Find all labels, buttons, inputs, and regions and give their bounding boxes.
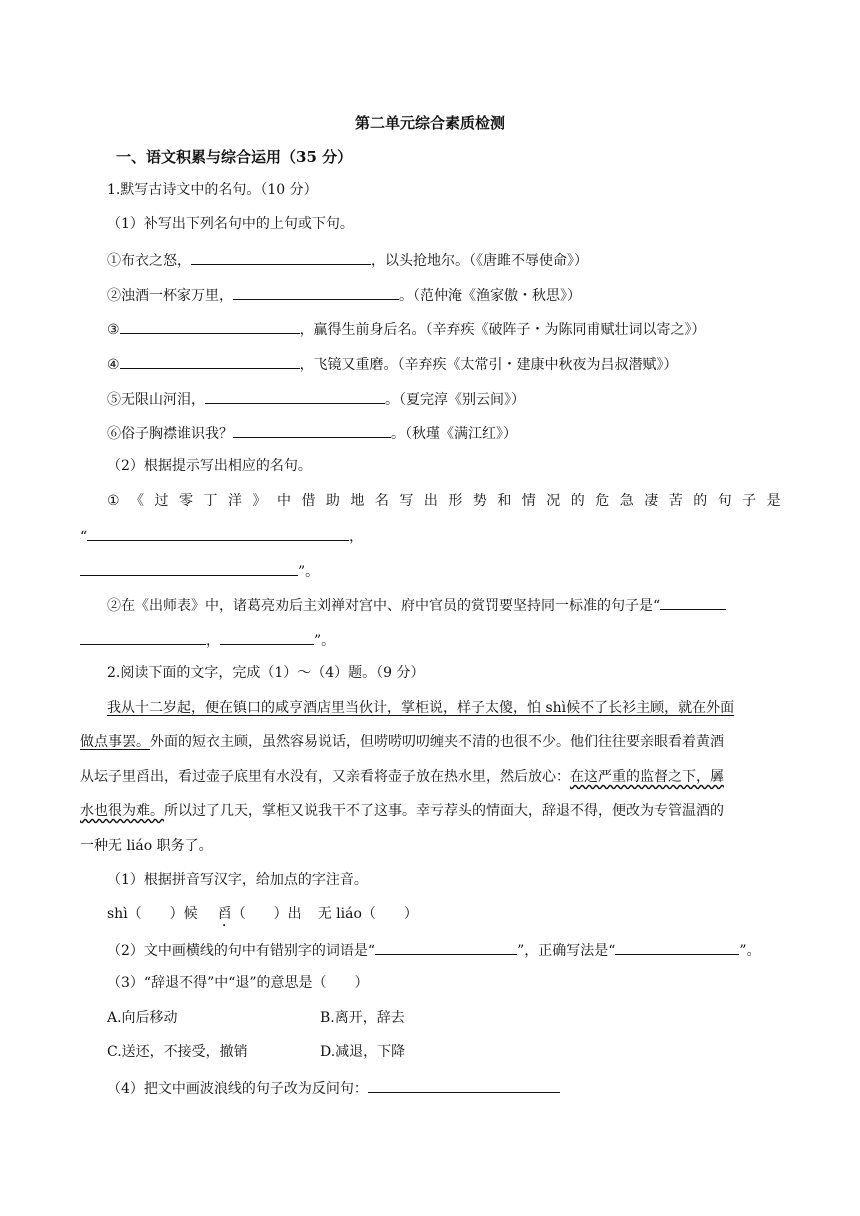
fill-item-prefix: ①布衣之怒， [107, 253, 191, 269]
answer-blank[interactable] [80, 560, 298, 576]
fill-item-prefix: ③ [107, 322, 120, 338]
answer-blank[interactable] [615, 939, 739, 955]
passage-line [80, 732, 781, 752]
passage-line: 一种无 liáo 职务了。 [80, 838, 213, 854]
prompt-char: 出 [423, 493, 438, 509]
passage-line [80, 801, 781, 821]
answer-blank[interactable] [120, 353, 300, 369]
dotted-character: 舀 [217, 906, 232, 922]
fill-item-suffix: ，赢得生前身后名。（辛弃疾《破阵子・为陈同甫赋壮词以寄之》） [299, 322, 706, 338]
prompt-char: 借 [301, 493, 316, 509]
sub-question-2-text: ”，正确写法是“ [517, 943, 616, 959]
prompt-2-2-text: ②在《出师表》中，诸葛亮劝后主刘禅对宫中、府中官员的赏罚要坚持同一标准的句子是“ [107, 598, 661, 614]
fill-item-4 [107, 353, 678, 375]
prompt-char: 苦 [668, 493, 683, 509]
prompt-2-1-answer-line-2 [80, 560, 319, 582]
answer-blank[interactable] [220, 629, 314, 645]
sub-question-4 [107, 1077, 560, 1099]
passage-line [107, 698, 781, 718]
fill-item-suffix: ，以头抢地尔。（《唐雎不辱使命》） [371, 253, 588, 269]
prompt-2-1 [107, 491, 781, 511]
fill-item-5 [107, 388, 525, 410]
option-b[interactable]: B.离开，辞去 [320, 1010, 405, 1026]
prompt-2-2-answer-line [80, 629, 335, 651]
sub-question-1-items [107, 904, 418, 930]
passage-text: 外面的短衣主顾，虽然容易说话，但唠唠叨叨缠夹不清的也很不少。他们往往要亲眼看着黄酒 [150, 734, 724, 750]
answer-blank[interactable] [660, 594, 726, 610]
fill-item-suffix: ，飞镜又重磨。（辛弃疾《太常引・建康中秋夜为吕叔潜赋》） [299, 357, 678, 373]
prompt-char: 况 [546, 493, 561, 509]
page-title: 第二单元综合素质检测 [354, 114, 505, 132]
answer-blank[interactable] [80, 629, 206, 645]
wavy-underlined-sentence: 水也很为难。 [80, 803, 164, 819]
prompt-char: 名 [374, 493, 389, 509]
comma: ， [349, 529, 364, 545]
fill-item-prefix: ④ [107, 357, 120, 373]
prompt-char: 子 [742, 493, 757, 509]
prompt-char: 零 [179, 493, 194, 509]
prompt-char: 地 [350, 493, 365, 509]
prompt-char: 的 [570, 493, 585, 509]
answer-blank[interactable] [375, 939, 517, 955]
question-1-part-1: （1）补写出下列名句中的上句或下句。 [107, 216, 354, 232]
fill-item-suffix: 。（夏完淳《别云间》） [385, 392, 525, 408]
fill-item-suffix: 。（范仲淹《渔家傲・秋思》） [399, 288, 581, 304]
prompt-char: 的 [693, 493, 708, 509]
sub-question-2-text: ”。 [739, 943, 761, 959]
prompt-char: 急 [619, 493, 634, 509]
prompt-char: 和 [497, 493, 512, 509]
fill-item-6 [107, 422, 517, 444]
pinyin-item: 无 liáo（ ） [317, 906, 418, 922]
sub-question-3: （3）“辞退不得”中“退”的意思是（ ） [107, 975, 369, 991]
prompt-char: 丁 [203, 493, 218, 509]
prompt-char: 写 [399, 493, 414, 509]
open-quote: “ [80, 529, 88, 545]
prompt-2-1-answer-line-1 [80, 525, 363, 547]
question-1-heading: 1.默写古诗文中的名句。（10 分） [107, 182, 318, 198]
prompt-char: 过 [154, 493, 169, 509]
prompt-char: 句 [717, 493, 732, 509]
sub-question-4-text: （4）把文中画波浪线的句子改为反问句： [107, 1081, 368, 1097]
fill-item-3 [107, 318, 706, 340]
answer-blank[interactable] [87, 525, 349, 541]
close-quote: ”。 [314, 633, 336, 649]
prompt-char: 危 [595, 493, 610, 509]
fill-item-1 [107, 249, 588, 271]
prompt-char: 中 [276, 493, 291, 509]
question-2-heading: 2.阅读下面的文字，完成（1）～（4）题。（9 分） [107, 665, 425, 681]
prompt-2-2 [107, 594, 726, 616]
option-d[interactable]: D.减退，下降 [320, 1044, 406, 1060]
answer-blank[interactable] [233, 284, 399, 300]
option-c[interactable]: C.送还，不接受，撤销 [107, 1044, 248, 1060]
passage-line [80, 767, 781, 787]
prompt-char: 《 [130, 493, 145, 509]
passage-text: 所以过了几天，掌柜又说我干不了这事。幸亏荐头的情面大，辞退不得，便改为专管温酒的 [164, 803, 724, 819]
fill-item-2 [107, 284, 581, 306]
passage-text: 从坛子里舀出，看过壶子底里有水没有，又亲看将壶子放在热水里，然后放心： [80, 769, 570, 785]
answer-blank[interactable] [233, 422, 391, 438]
prompt-char: 洋 [227, 493, 242, 509]
sub-question-2 [107, 939, 761, 961]
comma: ， [206, 633, 220, 649]
fill-item-prefix: ②浊酒一杯家万里， [107, 288, 233, 304]
prompt-char: 助 [325, 493, 340, 509]
prompt-char: 》 [252, 493, 267, 509]
underlined-sentence: 做点事罢。 [80, 734, 150, 750]
section-heading: 一、语文积累与综合运用（35 分） [116, 148, 353, 166]
prompt-char: 情 [521, 493, 536, 509]
wavy-underlined-sentence: 在这严重的监督之下，羼 [570, 769, 724, 785]
answer-blank[interactable] [191, 249, 371, 265]
fill-item-suffix: 。（秋瑾《满江红》） [391, 426, 517, 442]
prompt-char: 凄 [644, 493, 659, 509]
close-quote: ”。 [298, 564, 320, 580]
sub-question-1: （1）根据拼音写汉字，给加点的字注音。 [107, 872, 368, 888]
prompt-char: 势 [472, 493, 487, 509]
answer-blank[interactable] [368, 1077, 560, 1093]
fill-item-prefix: ⑤无限山河泪， [107, 392, 205, 408]
sub-question-2-text: （2）文中画横线的句中有错别字的词语是“ [107, 943, 376, 959]
question-1-part-2: （2）根据提示写出相应的名句。 [107, 458, 312, 474]
underlined-sentence: 我从十二岁起，便在镇口的咸亨酒店里当伙计，掌柜说，样子太傻，怕 shì候不了长衫主顾，就在外面 [107, 700, 735, 716]
prompt-char: ① [107, 493, 120, 509]
option-a[interactable]: A.向后移动 [107, 1010, 178, 1026]
pinyin-item: （ ）出 [231, 906, 302, 922]
pinyin-item: shì（ ）候 [107, 906, 198, 922]
answer-blank[interactable] [205, 388, 385, 404]
fill-item-prefix: ⑥俗子胸襟谁识我？ [107, 426, 233, 442]
prompt-char: 是 [766, 493, 781, 509]
answer-blank[interactable] [120, 318, 300, 334]
prompt-char: 形 [448, 493, 463, 509]
